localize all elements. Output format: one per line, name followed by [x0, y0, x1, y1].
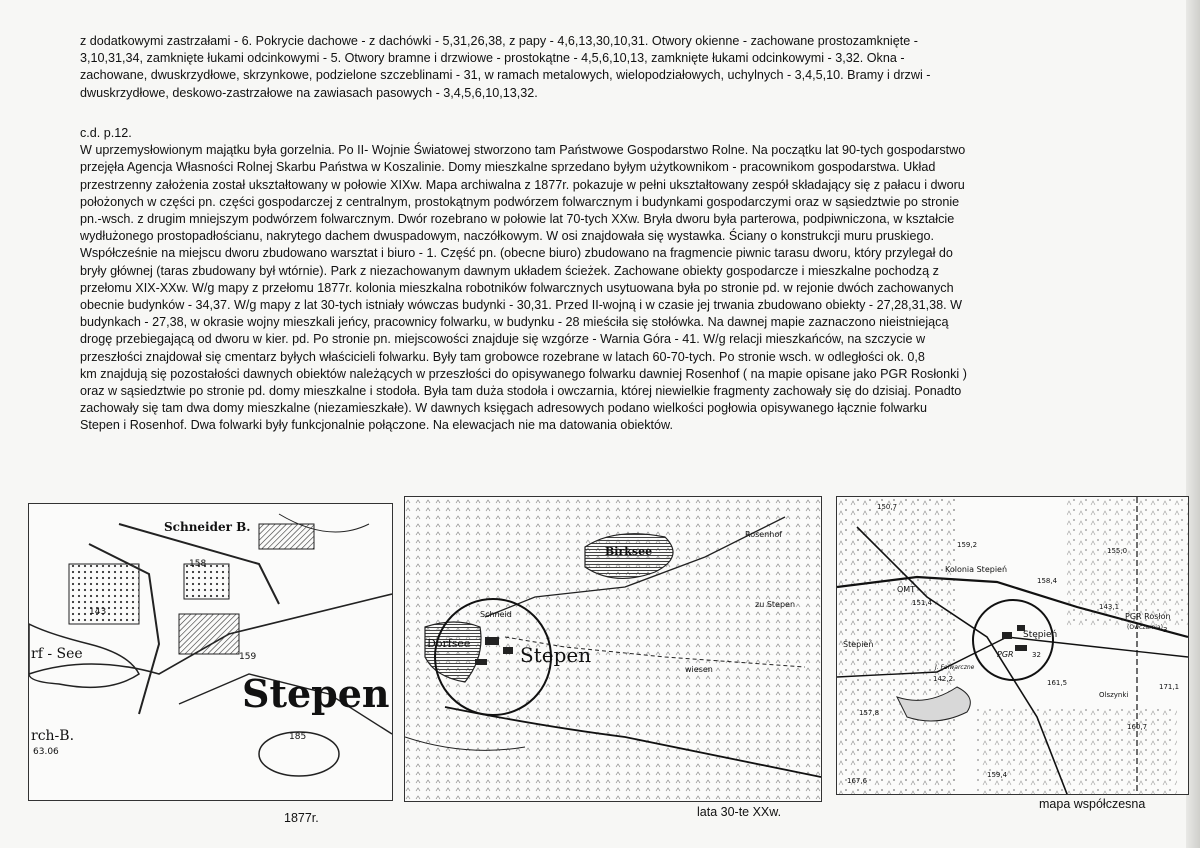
text-line: oraz w sąsiedztwie po stronie pd. domy mieszkalne i stodoła. Była tam duża stodoła i owczarnia, której niewielkie fragmenty zachowały się do dzisiaj. Ponadto [80, 384, 962, 399]
text-line: dwuskrzydłowe, deskowo-zastrzałowe na zawiasach pasowych - 3,4,5,6,10,13,32. [80, 85, 538, 100]
map2-schneid-label: Schneid [480, 610, 512, 619]
text-line: budynkach - 27,38, w okrasie wojny mieszkali jeńcy, pracownicy folwarku, w budynku - 28 mieściła się stołówka. Na dawnej mapie zaznaczono nieistniejącą [80, 315, 949, 330]
map3-height-label: 167,6 [847, 777, 868, 785]
map3-height-label: 161,5 [1047, 679, 1068, 687]
map2-birksee-label: Birksee [605, 545, 653, 558]
map-1930s-drawing [405, 497, 821, 801]
map3-height-label: 159,4 [987, 771, 1008, 779]
map3-height-label: 3 [1163, 626, 1168, 634]
text-line: przejęła Agencja Własności Rolnej Skarbu Państwa w Koszalinie. Domy mieszkalne sprzedano byłym użytkownikom - pracownikom gospodarstwa. Układ [80, 160, 936, 175]
text-line: pn.-wsch. z drugim mniejszym podwórzem folwarcznym. Dwór rozebrano w połowie lat 70-tych XXw. Bryła dworu była parterowa, podpiwniczona, w kształcie [80, 212, 955, 227]
map-1930s [404, 496, 822, 802]
map1-height-143: 143 [89, 607, 107, 617]
map1-bach-label: rch-B. [31, 728, 75, 744]
text-line: z dodatkowymi zastrzałami - 6. Pokrycie dachowe - z dachówki - 5,31,26,38, z papy - 4,6,13,30,10,31. Otwory okienne - zachowane prostozamknięte - [80, 34, 918, 48]
map-contemporary-drawing [837, 497, 1188, 794]
text-line: wydłużonego prostopadłościanu, nakrytego dachem dwuspadowym, naczółkowym. W osi znajdowała się wystawka. Ściany o konstrukcji muru pruskiego. [80, 229, 934, 244]
text-line: zachowały się tam dwa domy mieszkalne (niezamieszkałe). W dawnych księgach adresowych podano wielkości pogłowia opisywanego łącznie folwarku [80, 401, 927, 416]
map3-height-label: 150,7 [877, 503, 898, 511]
map1-height-63: 63.06 [33, 747, 59, 757]
map-1930s-caption: lata 30-te XXw. [697, 805, 782, 819]
map-contemporary-caption: mapa współczesna [1039, 797, 1146, 811]
map3-folwarcze-label: J. Folwarczne [935, 664, 975, 671]
map3-pgr-roslon-label: PGR Rosłon [1125, 612, 1171, 621]
text-line: przeszłości znajdował się cmentarz byłych właścicieli folwarku. Były tam grobowce rozebrane w latach 60-70-tych. Po stronie wsch. w odległości ok. 0,8 [80, 349, 925, 364]
map3-height-label: 142,2 [933, 675, 954, 683]
text-line: Stepen i Rosenhof. Dwa folwarki były funkcjonalnie połączone. Na elewacjach nie ma datowania obiektów. [80, 418, 673, 433]
text-line: drogę przebiegającą od dworu w kier. pd. Po stronie pn. miejscowości znajduje się wzgórze - Warnia Góra - 41. W/g relacji mieszkańców, na szczycie w [80, 332, 926, 347]
map3-height-label: 143,1 [1099, 603, 1120, 611]
map3-olszynki-label: Olszynki [1099, 691, 1129, 699]
map1-height-185: 185 [289, 732, 307, 742]
text-line: położonych w części pn. części gospodarczej z centralnym, prostokątnym podwórzem folwarcznym i budynkami gospodarczymi oraz w sąsiedztwie po stronie [80, 194, 960, 209]
text-line: przełomu XIX-XXw. W/g mapy z przełomu 1877r. kolonia mieszkalna robotników folwarcznych usytuowana była po stronie pd. w rejonie dwóch zachowanych [80, 280, 954, 295]
text-line: km znajdują się pozostałości dawnych obiektów należących w przeszłości do opisywanego folwarku dawniej Rosenhof ( na mapie opisane jako PGR Rosłonki ) [80, 366, 967, 381]
map2-village-label: Stepen [520, 643, 592, 667]
map3-stepien-west-label: Stepień [843, 640, 874, 649]
map3-height-label: 160,7 [1127, 723, 1148, 731]
map3-height-label: 157,8 [859, 709, 880, 717]
map-1877-drawing [29, 504, 392, 800]
map-1877-caption: 1877r. [284, 811, 319, 825]
paragraph-construction-details [80, 33, 1138, 102]
map1-height-158: 158 [189, 559, 207, 569]
map2-rosenhof-label: Rosenhof [745, 530, 783, 539]
map3-kolonia-label: Kolonia Stepień [945, 565, 1008, 574]
text-line: bryły głównej (taras zbudowany był wtórnie). Park z niezachowanym dawnym układem ścieżek. Zachowane obiekty gospodarcze i mieszkalne pochodzą z [80, 263, 939, 278]
map3-height-label: 171,1 [1159, 683, 1180, 691]
map3-stepien-town-label: Stępień [1023, 630, 1058, 640]
map3-pgr-label: PGR [997, 650, 1014, 659]
map1-schneider-label: Schneider B. [164, 520, 251, 534]
text-line: Współcześnie na miejscu dworu zbudowano warsztat i biuro - 1. Część pn. (obecne biuro) zbudowano na fragmencie piwnic tarasu dworu, który przylegał do [80, 246, 953, 261]
map3-height-label: 159,2 [957, 541, 978, 549]
map-contemporary [836, 496, 1189, 795]
text-line: 3,10,31,34, zamknięte łukami odcinkowymi - 5. Otwory bramne i drzwiowe - prostokątne - 4,5,6,10,13, zamknięte łukami odcinkowymi - 3,32. Okna - [80, 51, 905, 66]
map2-dorfsee-label: Dorfsee [427, 637, 471, 650]
paragraph-history [80, 125, 1138, 435]
map3-height-label: 32 [1032, 651, 1041, 659]
text-line: obecnie budynków - 34,37. W/g mapy z lat 30-tych istniały wówczas budynki - 30,31. Przed II-wojną i w czasie jej trwania zbudowano obiekty - 27,28,31,38. W [80, 298, 962, 313]
map3-height-label: 151,4 [912, 599, 933, 607]
map1-see-label: rf - See [31, 646, 83, 662]
map3-owczarnia-label: (Owczarnia) [1127, 624, 1163, 631]
text-line: przestrzenny założenia został ukształtowany w połowie XIXw. Mapa archiwalna z 1877r. pokazuje w pełni ukształtowany zespół składający się z pałacu i dworu [80, 177, 965, 192]
map1-height-159: 159 [239, 652, 257, 662]
map2-zu-stepen-label: zu Stepen [755, 600, 796, 609]
text-line: W uprzemysłowionym majątku była gorzelnia. Po II- Wojnie Światowej stworzono tam Państwowe Gospodarstwo Rolne. Na początku lat 90-tych gospodarstwo [80, 143, 966, 158]
map-1877 [28, 503, 393, 801]
map2-wiesen-label: wiesen [685, 665, 713, 674]
map3-height-label: 158,4 [1037, 577, 1058, 585]
section-ref: c.d. p.12. [80, 126, 132, 140]
map3-height-label: 155,0 [1107, 547, 1128, 555]
text-line: zachowane, dwuskrzydłowe, skrzynkowe, podzielone szczeblinami - 31, w ramach metalowych, wielopodziałowych, uchylnych - 3,4,5,10. Bramy i drzwi - [80, 68, 931, 83]
map3-omt-label: OMT [897, 585, 916, 594]
map1-village-label: Stepen [242, 671, 390, 716]
